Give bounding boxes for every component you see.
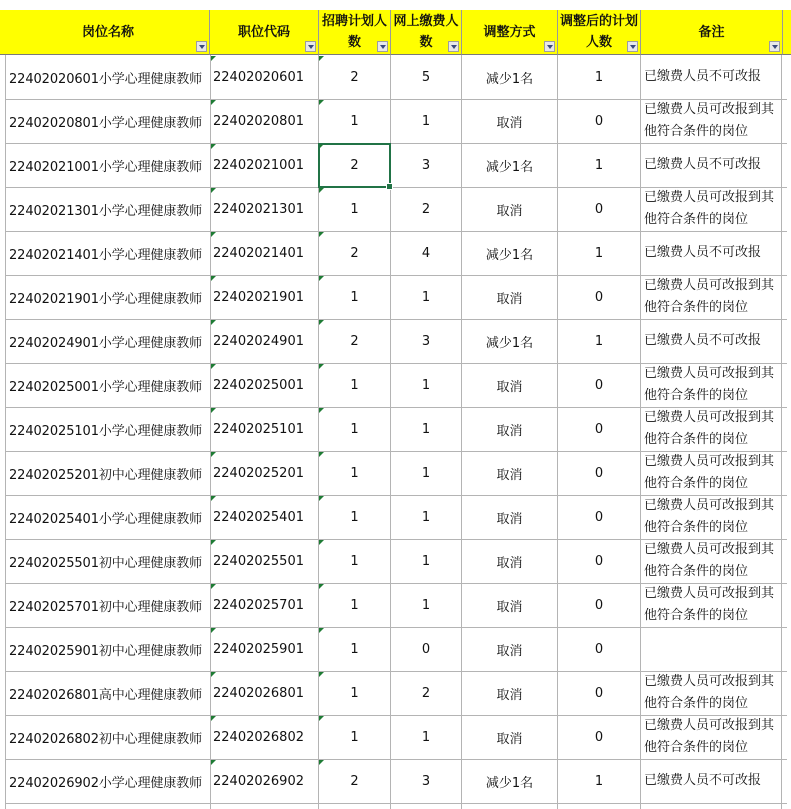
- cell-paid-text: 1: [421, 509, 431, 525]
- header-paid-label: 网上缴费人数: [393, 14, 459, 50]
- cell-code-text: 22402026802: [213, 729, 304, 745]
- cell-after[interactable]: [558, 539, 640, 583]
- error-indicator-icon: [319, 320, 324, 325]
- filter-dropdown-icon[interactable]: [448, 41, 459, 52]
- cell-paid-text: 1: [421, 421, 431, 437]
- cell-paid[interactable]: [391, 319, 461, 363]
- error-indicator-icon: [319, 672, 324, 677]
- cell-code[interactable]: [212, 407, 317, 451]
- cell-mode[interactable]: [462, 451, 557, 495]
- error-indicator-icon: [211, 672, 216, 677]
- cell-name[interactable]: [7, 451, 209, 495]
- cell-paid-text: 1: [421, 113, 431, 129]
- cell-code-text: 22402020601: [213, 69, 304, 85]
- error-indicator-icon: [319, 232, 324, 237]
- cell-paid-text: 5: [421, 69, 431, 85]
- cell-name-text: 22402025101小学心理健康教师: [9, 423, 203, 439]
- cell-paid[interactable]: [391, 231, 461, 275]
- cell-note[interactable]: [641, 231, 781, 275]
- filter-dropdown-icon[interactable]: [627, 41, 638, 52]
- cell-plan[interactable]: [319, 187, 390, 231]
- cell-note[interactable]: [641, 187, 781, 231]
- cell-plan-text: 1: [350, 729, 359, 745]
- cell-paid-text: 2: [421, 201, 431, 217]
- cell-name[interactable]: [7, 319, 209, 363]
- cell-after-text: 0: [594, 641, 604, 657]
- cell-note[interactable]: [641, 55, 781, 99]
- cell-name[interactable]: [7, 759, 209, 803]
- cell-plan-text: 2: [350, 69, 359, 85]
- cell-code-text: 22402025901: [213, 641, 304, 657]
- cell-plan[interactable]: [319, 671, 390, 715]
- filter-dropdown-icon[interactable]: [377, 41, 388, 52]
- header-paid[interactable]: [391, 10, 462, 55]
- cell-after-text: 0: [594, 289, 604, 305]
- cell-note[interactable]: [641, 539, 781, 583]
- cell-mode-text: 减少1名: [485, 71, 534, 87]
- cell-mode[interactable]: [462, 759, 557, 803]
- error-indicator-icon: [211, 408, 216, 413]
- cell-mode[interactable]: [462, 363, 557, 407]
- cell-paid[interactable]: [391, 451, 461, 495]
- cell-plan-text: 2: [350, 245, 359, 261]
- cell-plan[interactable]: [319, 539, 390, 583]
- error-indicator-icon: [211, 496, 216, 501]
- cell-code[interactable]: [212, 715, 317, 759]
- cell-code-text: 22402026801: [213, 685, 304, 701]
- cell-code-text: 22402025201: [213, 465, 304, 481]
- cell-mode-text: 取消: [496, 687, 523, 703]
- cell-note-text: 已缴费人员可改报到其他符合条件的岗位: [644, 718, 775, 755]
- cell-code[interactable]: [212, 275, 317, 319]
- top-strip: [0, 0, 791, 10]
- cell-name[interactable]: [7, 539, 209, 583]
- cell-note-text: 已缴费人员可改报到其他符合条件的岗位: [644, 190, 775, 227]
- cell-plan[interactable]: [319, 759, 390, 803]
- cell-mode-text: 取消: [496, 467, 523, 483]
- error-indicator-icon: [211, 144, 216, 149]
- cell-mode[interactable]: [462, 407, 557, 451]
- cell-name-text: 22402026902小学心理健康教师: [9, 775, 203, 791]
- header-code[interactable]: [210, 10, 319, 55]
- cell-after-text: 1: [594, 773, 604, 789]
- cell-after-text: 1: [594, 157, 604, 173]
- cell-plan[interactable]: [319, 319, 390, 363]
- cell-plan[interactable]: [319, 55, 390, 99]
- error-indicator-icon: [319, 364, 324, 369]
- cell-name[interactable]: [7, 583, 209, 627]
- cell-after[interactable]: [558, 319, 640, 363]
- cell-after[interactable]: [558, 495, 640, 539]
- cell-mode[interactable]: [462, 627, 557, 671]
- cell-code[interactable]: [212, 319, 317, 363]
- cell-mode[interactable]: [462, 319, 557, 363]
- cell-code-text: 22402021401: [213, 245, 304, 261]
- cell-note-text: 已缴费人员不可改报: [644, 773, 762, 788]
- cell-code-text: 22402026902: [213, 773, 304, 789]
- cell-plan-text: 1: [350, 597, 359, 613]
- cell-plan-text: 1: [350, 553, 359, 569]
- cell-paid-text: 1: [421, 597, 431, 613]
- cell-after[interactable]: [558, 363, 640, 407]
- cell-note[interactable]: [641, 451, 781, 495]
- filter-dropdown-icon[interactable]: [544, 41, 555, 52]
- cell-paid[interactable]: [391, 495, 461, 539]
- header-name-label: 岗位名称: [81, 24, 134, 40]
- cell-mode[interactable]: [462, 671, 557, 715]
- header-note-label: 备注: [698, 24, 725, 40]
- cell-mode[interactable]: [462, 55, 557, 99]
- cell-plan[interactable]: [319, 363, 390, 407]
- cell-code[interactable]: [212, 231, 317, 275]
- cell-after-text: 0: [594, 377, 604, 393]
- cell-after[interactable]: [558, 275, 640, 319]
- cell-name[interactable]: [7, 715, 209, 759]
- cell-plan[interactable]: [319, 231, 390, 275]
- cell-mode-text: 取消: [496, 379, 523, 395]
- cell-name-text: 22402024901小学心理健康教师: [9, 335, 203, 351]
- cell-name[interactable]: [7, 99, 209, 143]
- cell-mode[interactable]: [462, 715, 557, 759]
- cell-note[interactable]: [641, 495, 781, 539]
- cell-plan-text: 1: [350, 421, 359, 437]
- header-after[interactable]: [558, 10, 641, 55]
- cell-code-text: 22402025501: [213, 553, 304, 569]
- cell-mode[interactable]: [462, 231, 557, 275]
- cell-plan-text: 1: [350, 113, 359, 129]
- cell-note[interactable]: [641, 583, 781, 627]
- error-indicator-icon: [211, 276, 216, 281]
- cell-mode[interactable]: [462, 275, 557, 319]
- cell-paid[interactable]: [391, 539, 461, 583]
- cell-paid[interactable]: [391, 759, 461, 803]
- cell-after-text: 0: [594, 465, 604, 481]
- cell-paid[interactable]: [391, 671, 461, 715]
- cell-after[interactable]: [558, 187, 640, 231]
- cell-name[interactable]: [7, 143, 209, 187]
- cell-code-text: 22402021901: [213, 289, 304, 305]
- error-indicator-icon: [319, 628, 324, 633]
- cell-mode-text: 取消: [496, 731, 523, 747]
- cell-code[interactable]: [212, 627, 317, 671]
- cell-paid-text: 1: [421, 377, 431, 393]
- cell-name[interactable]: [7, 495, 209, 539]
- cell-name-text: 22402025701初中心理健康教师: [9, 599, 203, 615]
- cell-name-text: 22402021401小学心理健康教师: [9, 247, 203, 263]
- cell-note-text: 已缴费人员可改报到其他符合条件的岗位: [644, 674, 775, 711]
- cell-code-text: 22402021001: [213, 157, 304, 173]
- cell-plan[interactable]: [319, 583, 390, 627]
- cell-after-text: 0: [594, 421, 604, 437]
- cell-plan-text: 1: [350, 377, 359, 393]
- grid-row-line: [5, 803, 787, 804]
- cell-after-text: 0: [594, 729, 604, 745]
- cell-paid-text: 3: [421, 157, 431, 173]
- cell-code[interactable]: [212, 143, 317, 187]
- cell-plan-text: 1: [350, 641, 359, 657]
- cell-note-text: 已缴费人员可改报到其他符合条件的岗位: [644, 454, 775, 491]
- cell-name[interactable]: [7, 627, 209, 671]
- cell-note-text: 已缴费人员不可改报: [644, 245, 762, 260]
- cell-note[interactable]: [641, 671, 781, 715]
- cell-plan[interactable]: [319, 99, 390, 143]
- error-indicator-icon: [319, 276, 324, 281]
- cell-note-text: 已缴费人员可改报到其他符合条件的岗位: [644, 586, 775, 623]
- cell-after[interactable]: [558, 231, 640, 275]
- cell-plan-text: 1: [350, 509, 359, 525]
- cell-code[interactable]: [212, 451, 317, 495]
- cell-name-text: 22402025901初中心理健康教师: [9, 643, 203, 659]
- cell-name-text: 22402020601小学心理健康教师: [9, 71, 203, 87]
- cell-mode[interactable]: [462, 187, 557, 231]
- cell-plan-text: 2: [350, 773, 359, 789]
- cell-code-text: 22402021301: [213, 201, 304, 217]
- cell-after-text: 1: [594, 333, 604, 349]
- cell-name-text: 22402025401小学心理健康教师: [9, 511, 203, 527]
- cell-note-text: 已缴费人员可改报到其他符合条件的岗位: [644, 542, 775, 579]
- cell-name-text: 22402026801高中心理健康教师: [9, 687, 203, 703]
- cell-paid-text: 1: [421, 465, 431, 481]
- cell-after[interactable]: [558, 671, 640, 715]
- cell-name[interactable]: [7, 187, 209, 231]
- cell-mode[interactable]: [462, 99, 557, 143]
- grid-column-line: [5, 55, 6, 809]
- cell-code[interactable]: [212, 99, 317, 143]
- cell-note-text: 已缴费人员可改报到其他符合条件的岗位: [644, 498, 775, 535]
- cell-name-text: 22402020801小学心理健康教师: [9, 115, 203, 131]
- cell-code[interactable]: [212, 759, 317, 803]
- cell-name-text: 22402026802初中心理健康教师: [9, 731, 203, 747]
- cell-name-text: 22402021901小学心理健康教师: [9, 291, 203, 307]
- header-mode-label: 调整方式: [483, 24, 536, 40]
- cell-mode-text: 取消: [496, 555, 523, 571]
- error-indicator-icon: [319, 100, 324, 105]
- cell-note[interactable]: [641, 99, 781, 143]
- cell-plan-text: 1: [350, 465, 359, 481]
- error-indicator-icon: [211, 452, 216, 457]
- cell-name-text: 22402021001小学心理健康教师: [9, 159, 203, 175]
- grid-column-line: [210, 55, 211, 809]
- header-note[interactable]: [641, 10, 783, 55]
- cell-after[interactable]: [558, 715, 640, 759]
- cell-paid-text: 3: [421, 773, 431, 789]
- cell-mode-text: 取消: [496, 203, 523, 219]
- filter-dropdown-icon[interactable]: [305, 41, 316, 52]
- error-indicator-icon: [211, 364, 216, 369]
- cell-note[interactable]: [641, 275, 781, 319]
- cell-code-text: 22402025401: [213, 509, 304, 525]
- error-indicator-icon: [211, 320, 216, 325]
- cell-after-text: 0: [594, 201, 604, 217]
- error-indicator-icon: [319, 716, 324, 721]
- filter-dropdown-icon[interactable]: [196, 41, 207, 52]
- cell-note[interactable]: [641, 407, 781, 451]
- cell-mode[interactable]: [462, 539, 557, 583]
- cell-plan-text: 1: [350, 685, 359, 701]
- active-cell-selection[interactable]: [318, 143, 391, 188]
- cell-name[interactable]: [7, 363, 209, 407]
- cell-plan[interactable]: [319, 451, 390, 495]
- header-name[interactable]: [7, 10, 210, 55]
- cell-after[interactable]: [558, 99, 640, 143]
- cell-after-text: 0: [594, 597, 604, 613]
- cell-code[interactable]: [212, 495, 317, 539]
- cell-plan-text: 2: [350, 333, 359, 349]
- cell-note[interactable]: [641, 319, 781, 363]
- cell-note[interactable]: [641, 143, 781, 187]
- cell-name[interactable]: [7, 671, 209, 715]
- cell-after[interactable]: [558, 759, 640, 803]
- error-indicator-icon: [319, 452, 324, 457]
- cell-mode[interactable]: [462, 143, 557, 187]
- cell-mode-text: 取消: [496, 599, 523, 615]
- cell-name[interactable]: [7, 407, 209, 451]
- cell-paid[interactable]: [391, 275, 461, 319]
- header-plan-label: 招聘计划人数: [321, 14, 387, 50]
- cell-paid-text: 1: [421, 729, 431, 745]
- cell-code[interactable]: [212, 583, 317, 627]
- error-indicator-icon: [319, 56, 324, 61]
- cell-plan[interactable]: [319, 407, 390, 451]
- cell-name[interactable]: [7, 55, 209, 99]
- cell-plan[interactable]: [319, 275, 390, 319]
- cell-mode-text: 减少1名: [485, 775, 534, 791]
- cell-note-text: 已缴费人员可改报到其他符合条件的岗位: [644, 278, 775, 315]
- error-indicator-icon: [319, 584, 324, 589]
- cell-plan-text: 2: [350, 157, 359, 173]
- cell-mode-text: 取消: [496, 643, 523, 659]
- cell-paid[interactable]: [391, 55, 461, 99]
- cell-code-text: 22402025701: [213, 597, 304, 613]
- cell-code[interactable]: [212, 187, 317, 231]
- filter-dropdown-icon[interactable]: [769, 41, 780, 52]
- header-mode[interactable]: [462, 10, 558, 55]
- cell-paid[interactable]: [391, 627, 461, 671]
- cell-note-text: 已缴费人员不可改报: [644, 333, 762, 348]
- cell-paid-text: 1: [421, 553, 431, 569]
- cell-plan-text: 1: [350, 289, 359, 305]
- cell-after[interactable]: [558, 627, 640, 671]
- cell-name-text: 22402021301小学心理健康教师: [9, 203, 203, 219]
- cell-paid[interactable]: [391, 187, 461, 231]
- cell-plan[interactable]: [319, 627, 390, 671]
- error-indicator-icon: [211, 628, 216, 633]
- cell-note[interactable]: [641, 715, 781, 759]
- cell-note-text: 已缴费人员可改报到其他符合条件的岗位: [644, 410, 775, 447]
- cell-after-text: 1: [594, 245, 604, 261]
- cell-plan[interactable]: [319, 715, 390, 759]
- cell-paid[interactable]: [391, 715, 461, 759]
- cell-code-text: 22402020801: [213, 113, 304, 129]
- cell-paid[interactable]: [391, 583, 461, 627]
- cell-after-text: 0: [594, 509, 604, 525]
- cell-after[interactable]: [558, 55, 640, 99]
- cell-name[interactable]: [7, 231, 209, 275]
- cell-after-text: 0: [594, 113, 604, 129]
- error-indicator-icon: [319, 760, 324, 765]
- cell-note[interactable]: [641, 759, 781, 803]
- error-indicator-icon: [319, 496, 324, 501]
- cell-code-text: 22402025101: [213, 421, 304, 437]
- header-cell-suffix: [783, 10, 791, 55]
- cell-after-text: 0: [594, 685, 604, 701]
- cell-name[interactable]: [7, 275, 209, 319]
- cell-note[interactable]: [641, 363, 781, 407]
- cell-after[interactable]: [558, 583, 640, 627]
- error-indicator-icon: [211, 584, 216, 589]
- error-indicator-icon: [211, 56, 216, 61]
- cell-paid[interactable]: [391, 143, 461, 187]
- cell-plan-text: 1: [350, 201, 359, 217]
- header-plan[interactable]: [319, 10, 391, 55]
- cell-code-text: 22402024901: [213, 333, 304, 349]
- error-indicator-icon: [211, 100, 216, 105]
- header-after-label: 调整后的计划人数: [560, 14, 639, 50]
- cell-code[interactable]: [212, 55, 317, 99]
- cell-after-text: 1: [594, 69, 604, 85]
- cell-code[interactable]: [212, 671, 317, 715]
- cell-code-text: 22402025001: [213, 377, 304, 393]
- cell-paid-text: 3: [421, 333, 431, 349]
- cell-note-text: 已缴费人员不可改报: [644, 157, 762, 172]
- cell-after[interactable]: [558, 143, 640, 187]
- cell-mode-text: 取消: [496, 291, 523, 307]
- cell-paid-text: 4: [421, 245, 431, 261]
- cell-paid-text: 2: [421, 685, 431, 701]
- cell-note[interactable]: [641, 627, 781, 671]
- error-indicator-icon: [211, 760, 216, 765]
- cell-mode[interactable]: [462, 583, 557, 627]
- error-indicator-icon: [211, 188, 216, 193]
- cell-mode-text: 取消: [496, 115, 523, 131]
- error-indicator-icon: [211, 716, 216, 721]
- cell-paid[interactable]: [391, 363, 461, 407]
- cell-name-text: 22402025001小学心理健康教师: [9, 379, 203, 395]
- cell-mode-text: 减少1名: [485, 335, 534, 351]
- cell-paid-text: 0: [421, 641, 431, 657]
- cell-plan[interactable]: [319, 495, 390, 539]
- cell-mode[interactable]: [462, 495, 557, 539]
- error-indicator-icon: [319, 188, 324, 193]
- cell-code[interactable]: [212, 363, 317, 407]
- cell-mode-text: 减少1名: [485, 247, 534, 263]
- cell-after[interactable]: [558, 407, 640, 451]
- cell-code[interactable]: [212, 539, 317, 583]
- cell-note-text: 已缴费人员可改报到其他符合条件的岗位: [644, 366, 775, 403]
- error-indicator-icon: [319, 540, 324, 545]
- cell-note-text: 已缴费人员可改报到其他符合条件的岗位: [644, 102, 775, 139]
- cell-paid[interactable]: [391, 407, 461, 451]
- cell-mode-text: 取消: [496, 423, 523, 439]
- cell-after-text: 0: [594, 553, 604, 569]
- error-indicator-icon: [211, 540, 216, 545]
- cell-paid-text: 1: [421, 289, 431, 305]
- error-indicator-icon: [211, 232, 216, 237]
- cell-note-text: 已缴费人员不可改报: [644, 69, 762, 84]
- grid-column-line: [781, 55, 782, 809]
- header-code-label: 职位代码: [237, 24, 290, 40]
- cell-after[interactable]: [558, 451, 640, 495]
- cell-name-text: 22402025201初中心理健康教师: [9, 467, 203, 483]
- cell-mode-text: 减少1名: [485, 159, 534, 175]
- cell-name-text: 22402025501初中心理健康教师: [9, 555, 203, 571]
- cell-paid[interactable]: [391, 99, 461, 143]
- error-indicator-icon: [319, 408, 324, 413]
- cell-mode-text: 取消: [496, 511, 523, 527]
